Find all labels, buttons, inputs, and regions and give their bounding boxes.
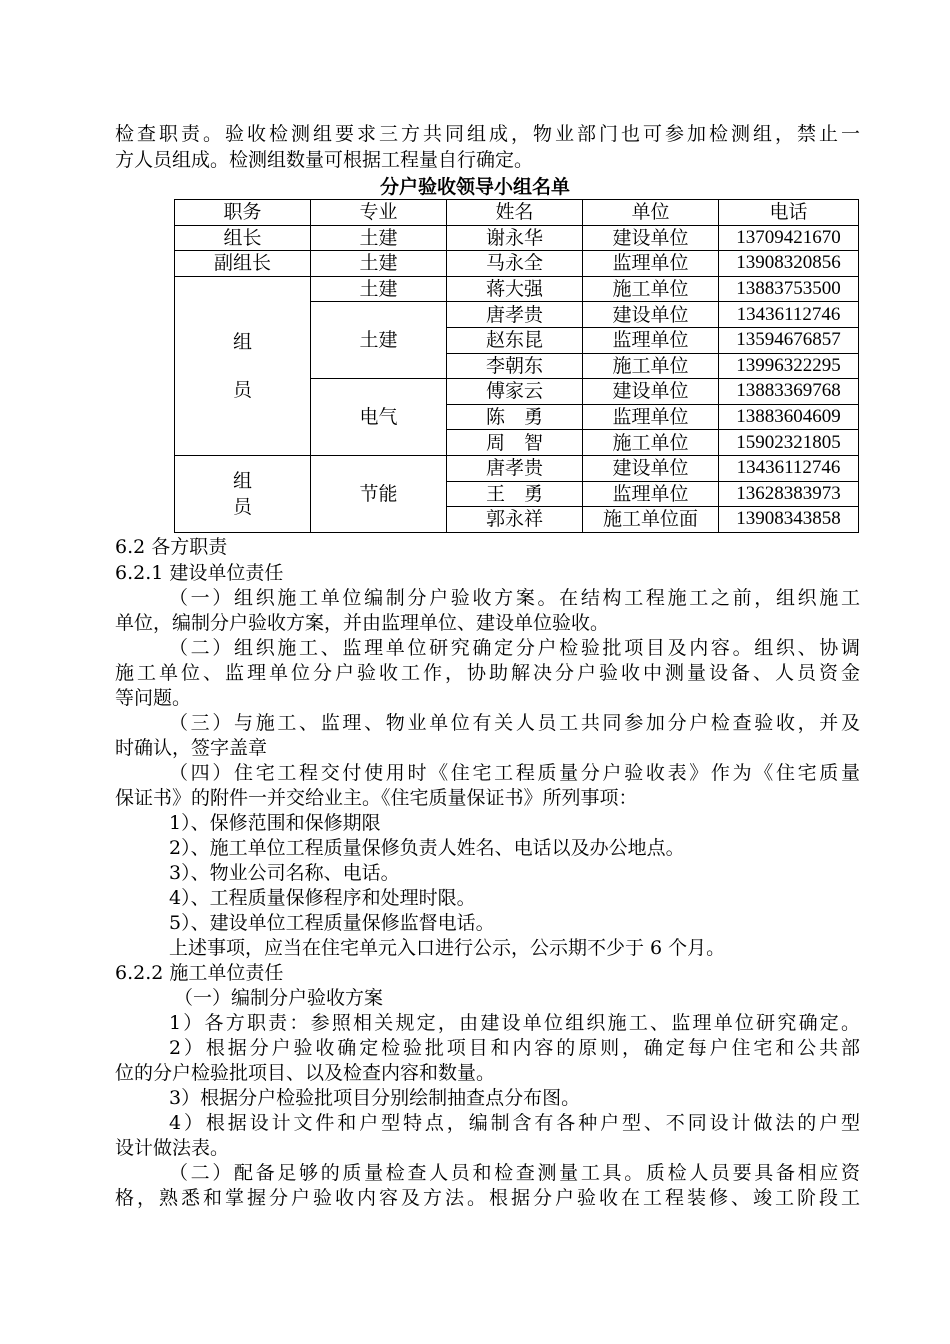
cell-unit: 施工单位: [583, 430, 719, 456]
cell-name: 赵东昆: [447, 327, 583, 353]
paragraph-line: 3）根据分户检验批项目分别绘制抽查点分布图。: [169, 1087, 581, 1109]
member-role-char: 员: [232, 495, 252, 518]
header-phone: 电话: [719, 200, 859, 226]
leadership-roster-table: [174, 199, 859, 533]
member-role-char: 组: [232, 469, 252, 492]
cell-phone: 13709421670: [719, 225, 859, 251]
paragraph-line: 设计做法表。: [115, 1137, 230, 1159]
cell-role-member: [175, 276, 311, 455]
list-item: 4）、工程质量保修程序和处理时限。: [169, 887, 476, 909]
cell-major: 电气: [311, 379, 447, 456]
list-item: 2）、施工单位工程质量保修负责人姓名、电话以及办公地点。: [169, 837, 685, 859]
cell-name: 王 勇: [447, 481, 583, 507]
paragraph-line: （四）住宅工程交付使用时《住宅工程质量分户验收表》作为《住宅质量: [169, 762, 860, 784]
paragraph-line: 2）根据分户验收确定检验批项目和内容的原则，确定每户住宅和公共部: [169, 1037, 860, 1059]
section-heading: 6.2 各方职责: [115, 536, 228, 558]
paragraph-line: 上述事项，应当在住宅单元入口进行公示，公示期不少于 6 个月。: [169, 937, 726, 959]
list-item: 1）、保修范围和保修期限: [169, 812, 381, 834]
table-row: [175, 251, 859, 277]
cell-role: 副组长: [175, 251, 311, 277]
paragraph-line: （三）与施工、监理、物业单位有关人员工共同参加分户检查验收，并及: [169, 712, 860, 734]
cell-unit: 建设单位: [583, 455, 719, 481]
cell-phone: 15902321805: [719, 430, 859, 456]
cell-major: 土建: [311, 302, 447, 379]
cell-phone: 13883369768: [719, 379, 859, 405]
paragraph-line: 时确认，签字盖章: [115, 737, 268, 759]
cell-unit: 施工单位: [583, 276, 719, 302]
subsection-heading: 6.2.2 施工单位责任: [115, 962, 284, 984]
subsection-heading: 6.2.1 建设单位责任: [115, 562, 284, 584]
table-header-row: [175, 200, 859, 226]
header-role: 职务: [175, 200, 311, 226]
table-row: [175, 276, 859, 302]
cell-unit: 监理单位: [583, 481, 719, 507]
cell-phone: 13883604609: [719, 404, 859, 430]
cell-name: 唐孝贵: [447, 302, 583, 328]
paragraph-line: （二）配备足够的质量检查人员和检查测量工具。质检人员要具备相应资: [169, 1162, 860, 1184]
cell-major: 土建: [311, 225, 447, 251]
table-title: 分户验收领导小组名单: [379, 176, 570, 198]
cell-unit: 施工单位: [583, 353, 719, 379]
table-row: [175, 225, 859, 251]
cell-phone: 13908343858: [719, 507, 859, 533]
cell-phone: 13996322295: [719, 353, 859, 379]
cell-phone: 13436112746: [719, 302, 859, 328]
paragraph-line: （一）编制分户验收方案: [174, 987, 384, 1009]
member-role-char: 组: [232, 330, 252, 353]
cell-unit: 监理单位: [583, 404, 719, 430]
cell-unit: 监理单位: [583, 251, 719, 277]
header-unit: 单位: [583, 200, 719, 226]
cell-phone: 13628383973: [719, 481, 859, 507]
cell-phone: 13908320856: [719, 251, 859, 277]
header-name: 姓名: [447, 200, 583, 226]
cell-major: 节能: [311, 455, 447, 532]
paragraph-line: 保证书》的附件一并交给业主。《住宅质量保证书》所列事项：: [115, 787, 638, 809]
paragraph-line: 4）根据设计文件和户型特点，编制含有各种户型、不同设计做法的户型: [169, 1112, 860, 1134]
cell-name: 郭永祥: [447, 507, 583, 533]
cell-major: 土建: [311, 276, 447, 302]
cell-role: 组长: [175, 225, 311, 251]
list-item: 5）、建设单位工程质量保修监督电话。: [169, 912, 495, 934]
header-major: 专业: [311, 200, 447, 226]
paragraph-line: 格，熟悉和掌握分户验收内容及方法。根据分户验收在工程装修、竣工阶段工: [115, 1187, 860, 1209]
cell-name: 李朝东: [447, 353, 583, 379]
list-item: 3）、物业公司名称、电话。: [169, 862, 400, 884]
paragraph-line: （一）组织施工单位编制分户验收方案。在结构工程施工之前，组织施工: [169, 587, 860, 609]
cell-role-member: [175, 455, 311, 532]
cell-name: 陈 勇: [447, 404, 583, 430]
cell-phone: 13883753500: [719, 276, 859, 302]
cell-phone: 13594676857: [719, 327, 859, 353]
paragraph-line: 位的分户检验批项目、以及检查内容和数量。: [115, 1062, 496, 1084]
cell-unit: 施工单位面: [583, 507, 719, 533]
cell-unit: 建设单位: [583, 302, 719, 328]
table-row: [175, 455, 859, 481]
cell-unit: 建设单位: [583, 379, 719, 405]
paragraph-line: 施工单位、监理单位分户验收工作，协助解决分户验收中测量设备、人员资金: [115, 662, 860, 684]
intro-line: 检查职责。验收检测组要求三方共同组成，物业部门也可参加检测组，禁止一: [115, 123, 860, 145]
cell-name: 马永全: [447, 251, 583, 277]
paragraph-line: 单位，编制分户验收方案，并由监理单位、建设单位验收。: [115, 612, 610, 634]
intro-line: 方人员组成。检测组数量可根据工程量自行确定。: [115, 149, 534, 171]
cell-unit: 监理单位: [583, 327, 719, 353]
cell-name: 傅家云: [447, 379, 583, 405]
cell-major: 土建: [311, 251, 447, 277]
cell-name: 周 智: [447, 430, 583, 456]
paragraph-line: 等问题。: [115, 687, 192, 709]
paragraph-line: 1）各方职责：参照相关规定，由建设单位组织施工、监理单位研究确定。: [169, 1012, 860, 1034]
paragraph-line: （二）组织施工、监理单位研究确定分户检验批项目及内容。组织、协调: [169, 637, 860, 659]
cell-unit: 建设单位: [583, 225, 719, 251]
member-role-char: 员: [232, 378, 252, 401]
cell-name: 谢永华: [447, 225, 583, 251]
cell-phone: 13436112746: [719, 455, 859, 481]
cell-name: 唐孝贵: [447, 455, 583, 481]
cell-name: 蒋大强: [447, 276, 583, 302]
